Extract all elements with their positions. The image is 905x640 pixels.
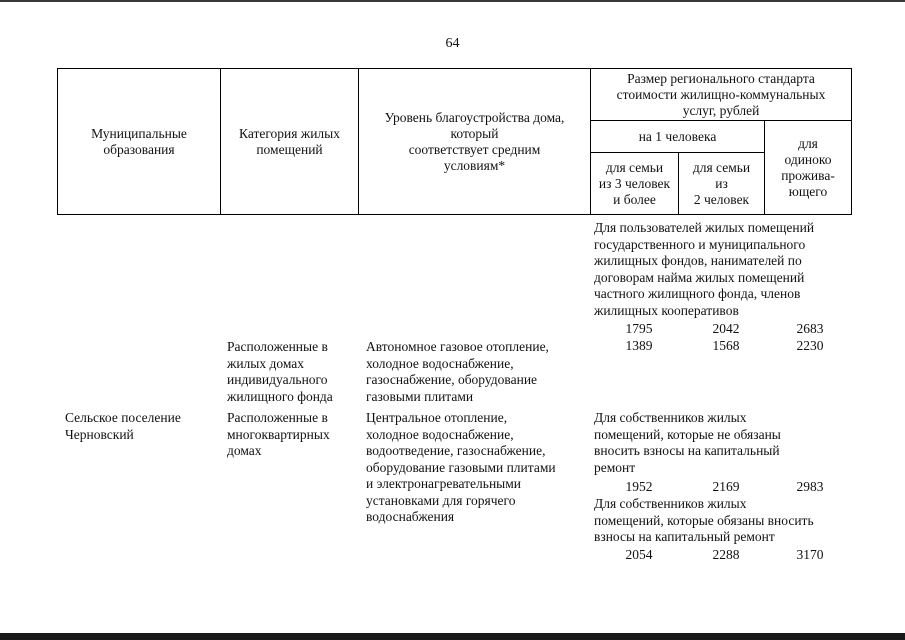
- header-category: Категория жилых помещений: [221, 69, 359, 215]
- header-amenities: Уровень благоустройства дома, который соответствует средним условиям*: [359, 69, 591, 215]
- amenities-individual: Автономное газовое отопление, холодное водоснабжение, газоснабжение, оборудование газовыми плитами: [366, 339, 549, 404]
- header-family2: для семьи из 2 человек: [679, 153, 765, 215]
- value-owners-obliged-family3: 2054: [625, 547, 653, 562]
- value-individual-single: 2230: [796, 338, 824, 353]
- municipality-name: Сельское поселение Черновский: [65, 410, 181, 442]
- scan-edge-top: [0, 0, 905, 2]
- header-family3: для семьи из 3 человек и более: [591, 153, 679, 215]
- value-owners-obliged-single: 3170: [796, 547, 824, 562]
- value-individual-family2: 1568: [712, 338, 740, 353]
- value-individual-family3: 1389: [625, 338, 653, 353]
- header-standard: Размер регионального стандарта стоимости жилищно-коммунальных услуг, рублей: [591, 69, 852, 121]
- value-owners-not-obliged-family3: 1952: [625, 479, 653, 494]
- group-owners-obliged-label: Для собственников жилых помещений, которые обязаны вносить взносы на капитальный ремонт: [594, 496, 814, 544]
- category-individual: Расположенные в жилых домах индивидуального жилищного фонда: [227, 339, 333, 404]
- group-owners-not-obliged-label: Для собственников жилых помещений, которые не обязаны вносить взносы на капитальный ремонт: [594, 410, 781, 475]
- scan-edge-bottom: [0, 633, 905, 640]
- table-header: [57, 68, 852, 215]
- value-tenants-family2: 2042: [712, 321, 740, 336]
- category-apartment: Расположенные в многоквартирных домах: [227, 410, 330, 458]
- amenities-apartment: Центральное отопление, холодное водоснабжение, водоотведение, газоснабжение, оборудование газовыми плитами и электронагревательными установками для горячего водоснабжения: [366, 410, 556, 524]
- value-owners-not-obliged-family2: 2169: [712, 479, 740, 494]
- group-tenants-label: Для пользователей жилых помещений государственного и муниципального жилищных фондов, нанимателей по договорам найма жилых помещений частного жилищного фонда, членов жилищных кооперативов: [594, 220, 815, 318]
- header-municipality: Муниципальные образования: [58, 69, 221, 215]
- value-tenants-single: 2683: [796, 321, 824, 336]
- value-owners-obliged-family2: 2288: [712, 547, 740, 562]
- value-tenants-family3: 1795: [625, 321, 653, 336]
- page-number: 64: [445, 36, 460, 51]
- header-per-person: на 1 человека: [591, 121, 765, 153]
- header-single: для одиноко прожива- ющего: [765, 121, 852, 215]
- value-owners-not-obliged-single: 2983: [796, 479, 824, 494]
